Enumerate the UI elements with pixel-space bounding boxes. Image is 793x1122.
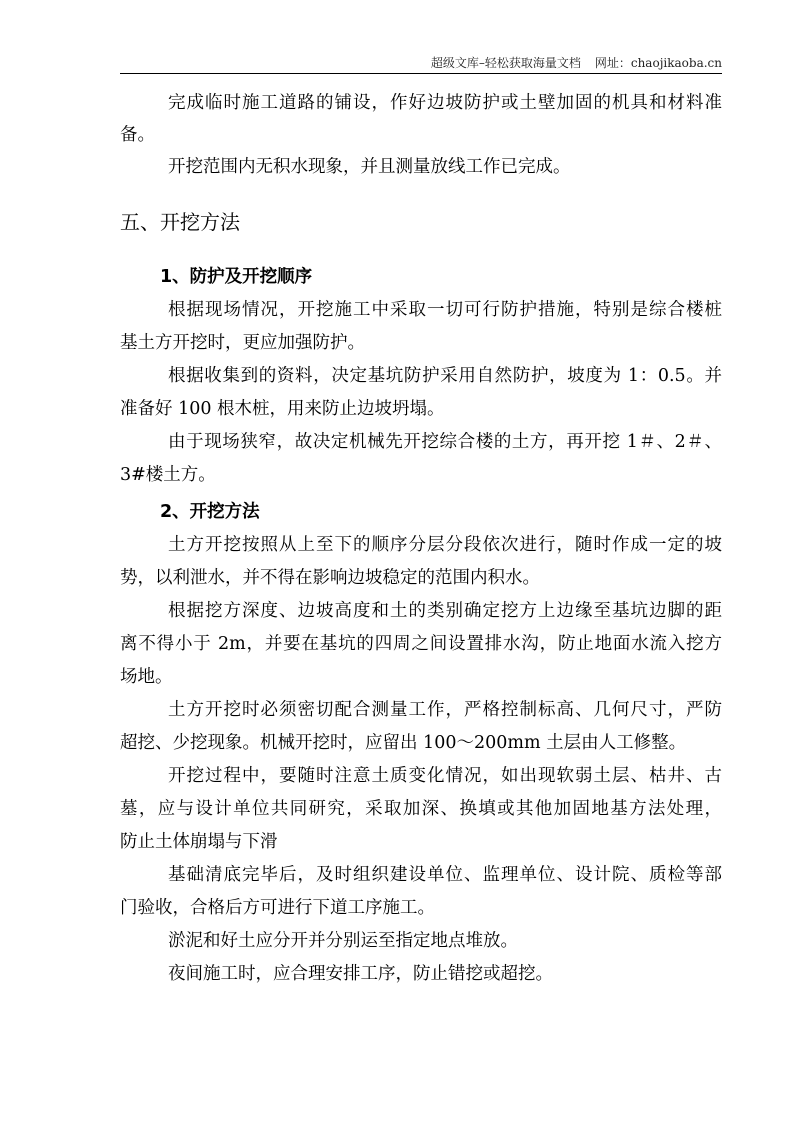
- text-line: 土方开挖按照从上至下的顺序分层分段依次进行，随时作成一定的坡: [168, 535, 722, 555]
- document-body: [120, 87, 722, 991]
- text-line: 开挖范围内无积水现象，并且测量放线工作已完成。: [168, 157, 571, 177]
- text-line: 开挖过程中，要随时注意土质变化情况，如出现软弱土层、枯井、古: [168, 766, 722, 786]
- text-line: 防止土体崩塌与下滑: [120, 832, 278, 852]
- text-line: 根据挖方深度、边坡高度和土的类别确定挖方上边缘至基坑边脚的距: [168, 601, 722, 621]
- subsection-1-paragraphs: [120, 294, 722, 492]
- text-line: 由于现场狭窄，故决定机械先开挖综合楼的土方，再开挖 1＃、2＃、: [168, 432, 722, 452]
- text-line: 根据收集到的资料，决定基坑防护采用自然防护，坡度为 1：0.5。并: [168, 366, 722, 386]
- text-line: 夜间施工时，应合理安排工序，防止错挖或超挖。: [168, 964, 553, 984]
- paragraph: [120, 529, 722, 595]
- paragraph: [120, 294, 722, 360]
- paragraph: [120, 426, 722, 492]
- paragraph: [120, 87, 722, 151]
- text-line: 准备好 100 根木桩，用来防止边坡坍塌。: [120, 399, 445, 419]
- paragraph: [120, 595, 722, 694]
- text-line: 备。: [120, 125, 155, 145]
- text-line: 基础清底完毕后，及时组织建设单位、监理单位、设计院、质检等部: [168, 865, 722, 885]
- paragraph: [120, 360, 722, 426]
- paragraph: [120, 760, 722, 859]
- text-line: 3#楼土方。: [120, 465, 216, 485]
- text-line: 墓，应与设计单位共同研究，采取加深、换填或其他加固地基方法处理，: [120, 799, 722, 819]
- header-url: 网址：chaojikaoba.cn: [594, 56, 722, 70]
- text-line: 基土方开挖时，更应加强防护。: [120, 333, 365, 353]
- subsection-title-1: 1、防护及开挖顺序: [160, 267, 313, 287]
- text-line: 势，以利泄水，并不得在影响边坡稳定的范围内积水。: [120, 568, 540, 588]
- paragraph: [120, 925, 722, 958]
- text-line: 场地。: [120, 667, 173, 687]
- text-line: 离不得小于 2m，并要在基坑的四周之间设置排水沟，防止地面水流入挖方: [120, 634, 722, 654]
- text-line: 土方开挖时必须密切配合测量工作，严格控制标高、几何尺寸，严防: [168, 700, 722, 720]
- subsection-title-2: 2、开挖方法: [160, 502, 260, 522]
- text-line: 完成临时施工道路的铺设，作好边坡防护或土壁加固的机具和材料准: [168, 93, 722, 113]
- page-header: [120, 54, 722, 74]
- header-site: 超级文库–轻松获取海量文档: [430, 56, 581, 70]
- paragraph: [120, 958, 722, 991]
- paragraph: [120, 859, 722, 925]
- text-line: 超挖、少挖现象。机械开挖时，应留出 100～200mm 土层由人工修整。: [120, 733, 687, 753]
- text-line: 根据现场情况，开挖施工中采取一切可行防护措施，特别是综合楼桩: [168, 300, 722, 320]
- subsection-2-paragraphs: [120, 529, 722, 991]
- paragraph: [120, 151, 722, 183]
- paragraph: [120, 694, 722, 760]
- text-line: 门验收，合格后方可进行下道工序施工。: [120, 898, 435, 918]
- intro-paragraphs: [120, 87, 722, 183]
- section-title: 五、开挖方法: [120, 210, 240, 234]
- text-line: 淤泥和好土应分开并分别运至指定地点堆放。: [168, 931, 518, 951]
